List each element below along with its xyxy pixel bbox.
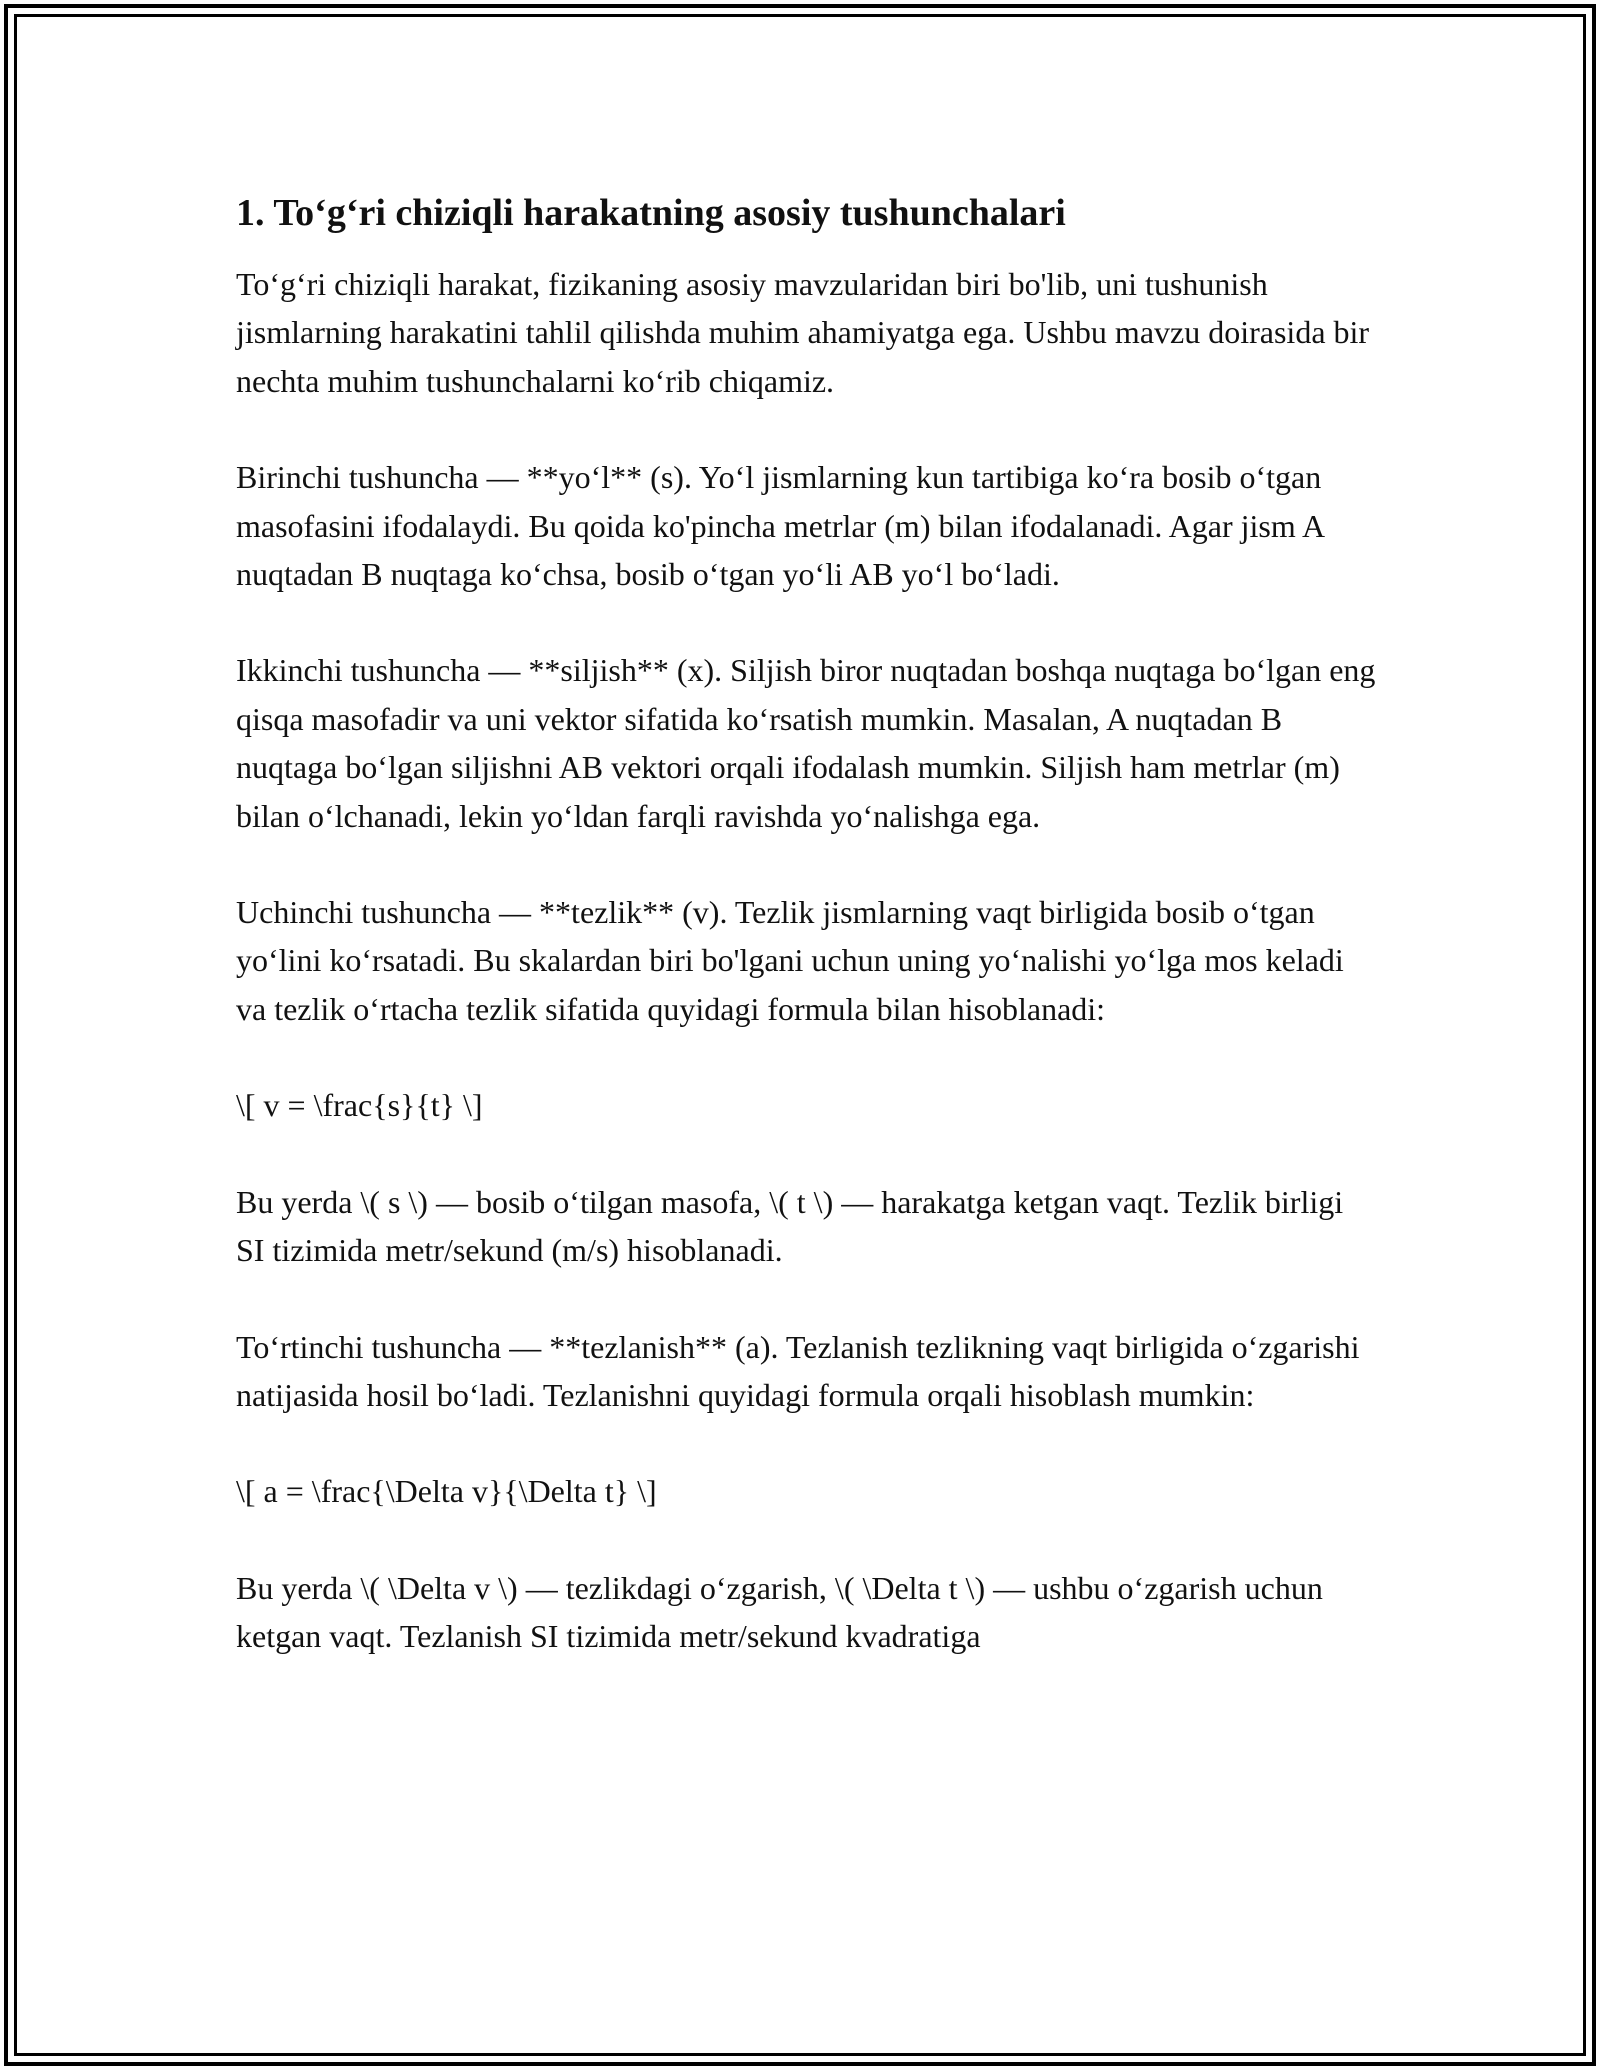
paragraph-velocity: Uchinchi tushuncha — **tezlik** (v). Tezlik jismlarning vaqt birligida bosib o‘tgan yo‘lini ko‘rsatadi. Bu skalardan biri bo'lgani uchun uning yo‘nalishi yo‘lga mos keladi va tezlik o‘rtacha tezlik sifatida quyidagi formula bilan hisoblanadi: bbox=[236, 894, 1344, 1027]
formula-velocity: \[ v = \frac{s}{t} \] bbox=[236, 1087, 483, 1124]
document-body bbox=[236, 188, 1376, 1709]
paragraph-path: Birinchi tushuncha — **yo‘l** (s). Yo‘l jismlarning kun tartibiga ko‘ra bosib o‘tgan masofasini ifodalaydi. Bu qoida ko'pincha metrlar (m) bilan ifodalanadi. Agar jism A nuqtadan B nuqtaga ko‘chsa, bosib o‘tgan yo‘li AB yo‘l bo‘ladi. bbox=[236, 459, 1324, 593]
paragraph-acceleration: To‘rtinchi tushuncha — **tezlanish** (a). Tezlanish tezlikning vaqt birligida o‘zgarishi natijasida hosil bo‘ladi. Tezlanishni quyidagi formula orqali hisoblash mumkin: bbox=[236, 1328, 1360, 1413]
section-heading: 1. To‘g‘ri chiziqli harakatning asosiy tushunchalari bbox=[236, 192, 1066, 234]
paragraph-displacement: Ikkinchi tushuncha — **siljish** (x). Siljish biror nuqtadan boshqa nuqtaga bo‘lgan eng qisqa masofadir va uni vektor sifatida ko‘rsatish mumkin. Masalan, A nuqtadan B nuqtaga bo‘lgan siljishni AB vektori orqali ifodalash mumkin. Siljish ham metrlar (m) bilan o‘lchanadi, lekin yo‘ldan farqli ravishda yo‘nalishga ega. bbox=[236, 652, 1376, 834]
paragraph-intro: To‘g‘ri chiziqli harakat, fizikaning asosiy mavzularidan biri bo'lib, uni tushunish jismlarning harakatini tahlil qilishda muhim ahamiyatga ega. Ushbu mavzu doirasida bir nechta muhim tushunchalarni ko‘rib chiqamiz. bbox=[236, 266, 1370, 399]
formula-acceleration: \[ a = \frac{\Delta v}{\Delta t} \] bbox=[236, 1473, 657, 1510]
paragraph-velocity-explanation: Bu yerda \( s \) — bosib o‘tilgan masofa, \( t \) — harakatga ketgan vaqt. Tezlik birligi SI tizimida metr/sekund (m/s) hisoblanadi. bbox=[236, 1183, 1344, 1269]
paragraph-acceleration-explanation: Bu yerda \( \Delta v \) — tezlikdagi o‘zgarish, \( \Delta t \) — ushbu o‘zgarish uchun ketgan vaqt. Tezlanish SI tizimida metr/sekund kvadratiga bbox=[236, 1569, 1323, 1655]
